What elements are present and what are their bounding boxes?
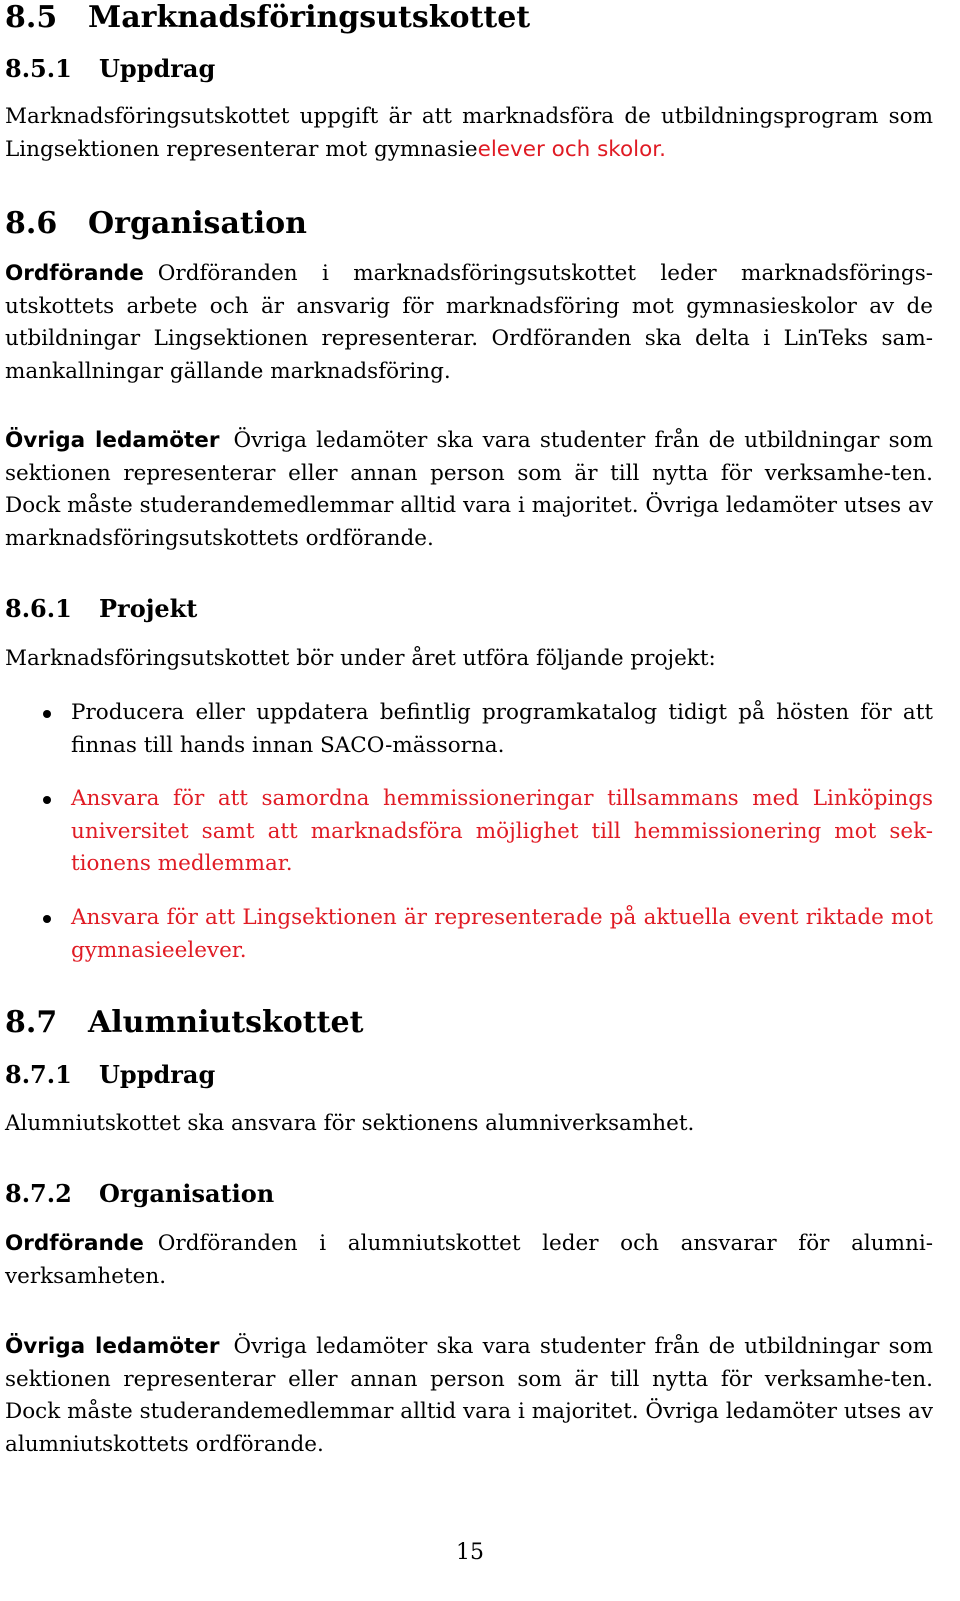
heading-number: 8.6 [5, 206, 58, 241]
heading-title: Alumniutskottet [88, 1005, 364, 1040]
heading-8-7 [5, 1005, 363, 1041]
heading-title: Marknadsföringsutskottet [88, 0, 531, 35]
heading-title: Organisation [99, 1179, 275, 1208]
paragraph-text: Alumniutskottet ska ansvara för sektionens alumniverksamhet. [5, 1111, 695, 1136]
heading-title: Uppdrag [99, 1060, 216, 1089]
paragraph-text: Marknadsföringsutskottet uppgift är att marknadsföra de utbildningsprogram som Lingsektionen representerar mot gymnasie [5, 104, 933, 162]
paragraph-8-5-1 [5, 101, 933, 166]
list-item [5, 783, 933, 881]
bullet-icon [43, 915, 51, 923]
page-number: 15 [456, 1540, 484, 1565]
paragraph-label: Ordförande [5, 261, 144, 286]
heading-number: 8.6.1 [5, 594, 72, 623]
paragraph-label: Övriga ledamöter [5, 428, 220, 453]
paragraph-label: Övriga ledamöter [5, 1334, 220, 1359]
paragraph-chair-8-6 [5, 258, 933, 388]
paragraph-projects-intro [5, 643, 933, 676]
paragraph-text: Övriga ledamöter ska vara studenter från de utbildningar som sektionen representerar eller annan person som är till nytta för verksamhe-ten. Dock måste studerandemedlemmar alltid vara i majoritet. Övriga ledamöter utses av alumniutskottets ordförande. [5, 1334, 933, 1457]
paragraph-chair-8-7 [5, 1228, 933, 1293]
list-item [5, 902, 933, 967]
list-item [5, 697, 933, 762]
heading-number: 8.5.1 [5, 54, 72, 83]
heading-8-5-1 [5, 54, 215, 84]
heading-8-6 [5, 206, 307, 242]
heading-number: 8.7.2 [5, 1179, 72, 1208]
heading-title: Projekt [99, 594, 198, 623]
paragraph-text: Marknadsföringsutskottet bör under året utföra följande projekt: [5, 646, 716, 671]
paragraph-members-8-7 [5, 1331, 933, 1461]
heading-title: Uppdrag [99, 54, 216, 83]
projects-list [5, 697, 933, 988]
heading-8-7-2 [5, 1179, 274, 1209]
paragraph-label: Ordförande [5, 1231, 144, 1256]
heading-8-6-1 [5, 594, 197, 624]
heading-8-7-1 [5, 1060, 215, 1090]
paragraph-text: Övriga ledamöter ska vara studenter från de utbildningar som sektionen representerar eller annan person som är till nytta för verksamhe-ten. Dock måste studerandemedlemmar alltid vara i majoritet. Övriga ledamöter utses av marknadsföringsutskottets ordförande. [5, 428, 933, 551]
paragraph-text: Ordföranden i marknadsföringsutskottet leder marknadsförings-utskottets arbete och är ansvarig för marknadsföring mot gymnasieskolor av de utbildningar Lingsektionen representerar. Ordföranden ska delta i LinTeks sam-mankallningar gällande marknadsföring. [5, 261, 933, 384]
bullet-icon [43, 796, 51, 804]
paragraph-text: Ordföranden i alumniutskottet leder och ansvarar för alumni-verksamheten. [5, 1231, 933, 1289]
heading-8-5 [5, 0, 530, 36]
list-item-text: Producera eller uppdatera befintlig programkatalog tidigt på hösten för att finnas till hands innan SACO-mässorna. [71, 700, 933, 758]
list-item-text: Ansvara för att Lingsektionen är representerade på aktuella event riktade mot gymnasieelever. [71, 904, 933, 963]
paragraph-members-8-6 [5, 425, 933, 555]
heading-number: 8.7.1 [5, 1060, 72, 1089]
heading-number: 8.5 [5, 0, 58, 35]
bullet-icon [43, 710, 51, 718]
heading-title: Organisation [88, 206, 307, 241]
paragraph-8-7-1 [5, 1108, 933, 1141]
heading-number: 8.7 [5, 1005, 58, 1040]
list-item-text: Ansvara för att samordna hemmissioneringar tillsammans med Linköpings universitet samt att marknadsföra möjlighet till hemmissionering mot sek-tionens medlemmar. [71, 786, 933, 877]
paragraph-text-highlighted: elever och skolor. [477, 136, 666, 162]
